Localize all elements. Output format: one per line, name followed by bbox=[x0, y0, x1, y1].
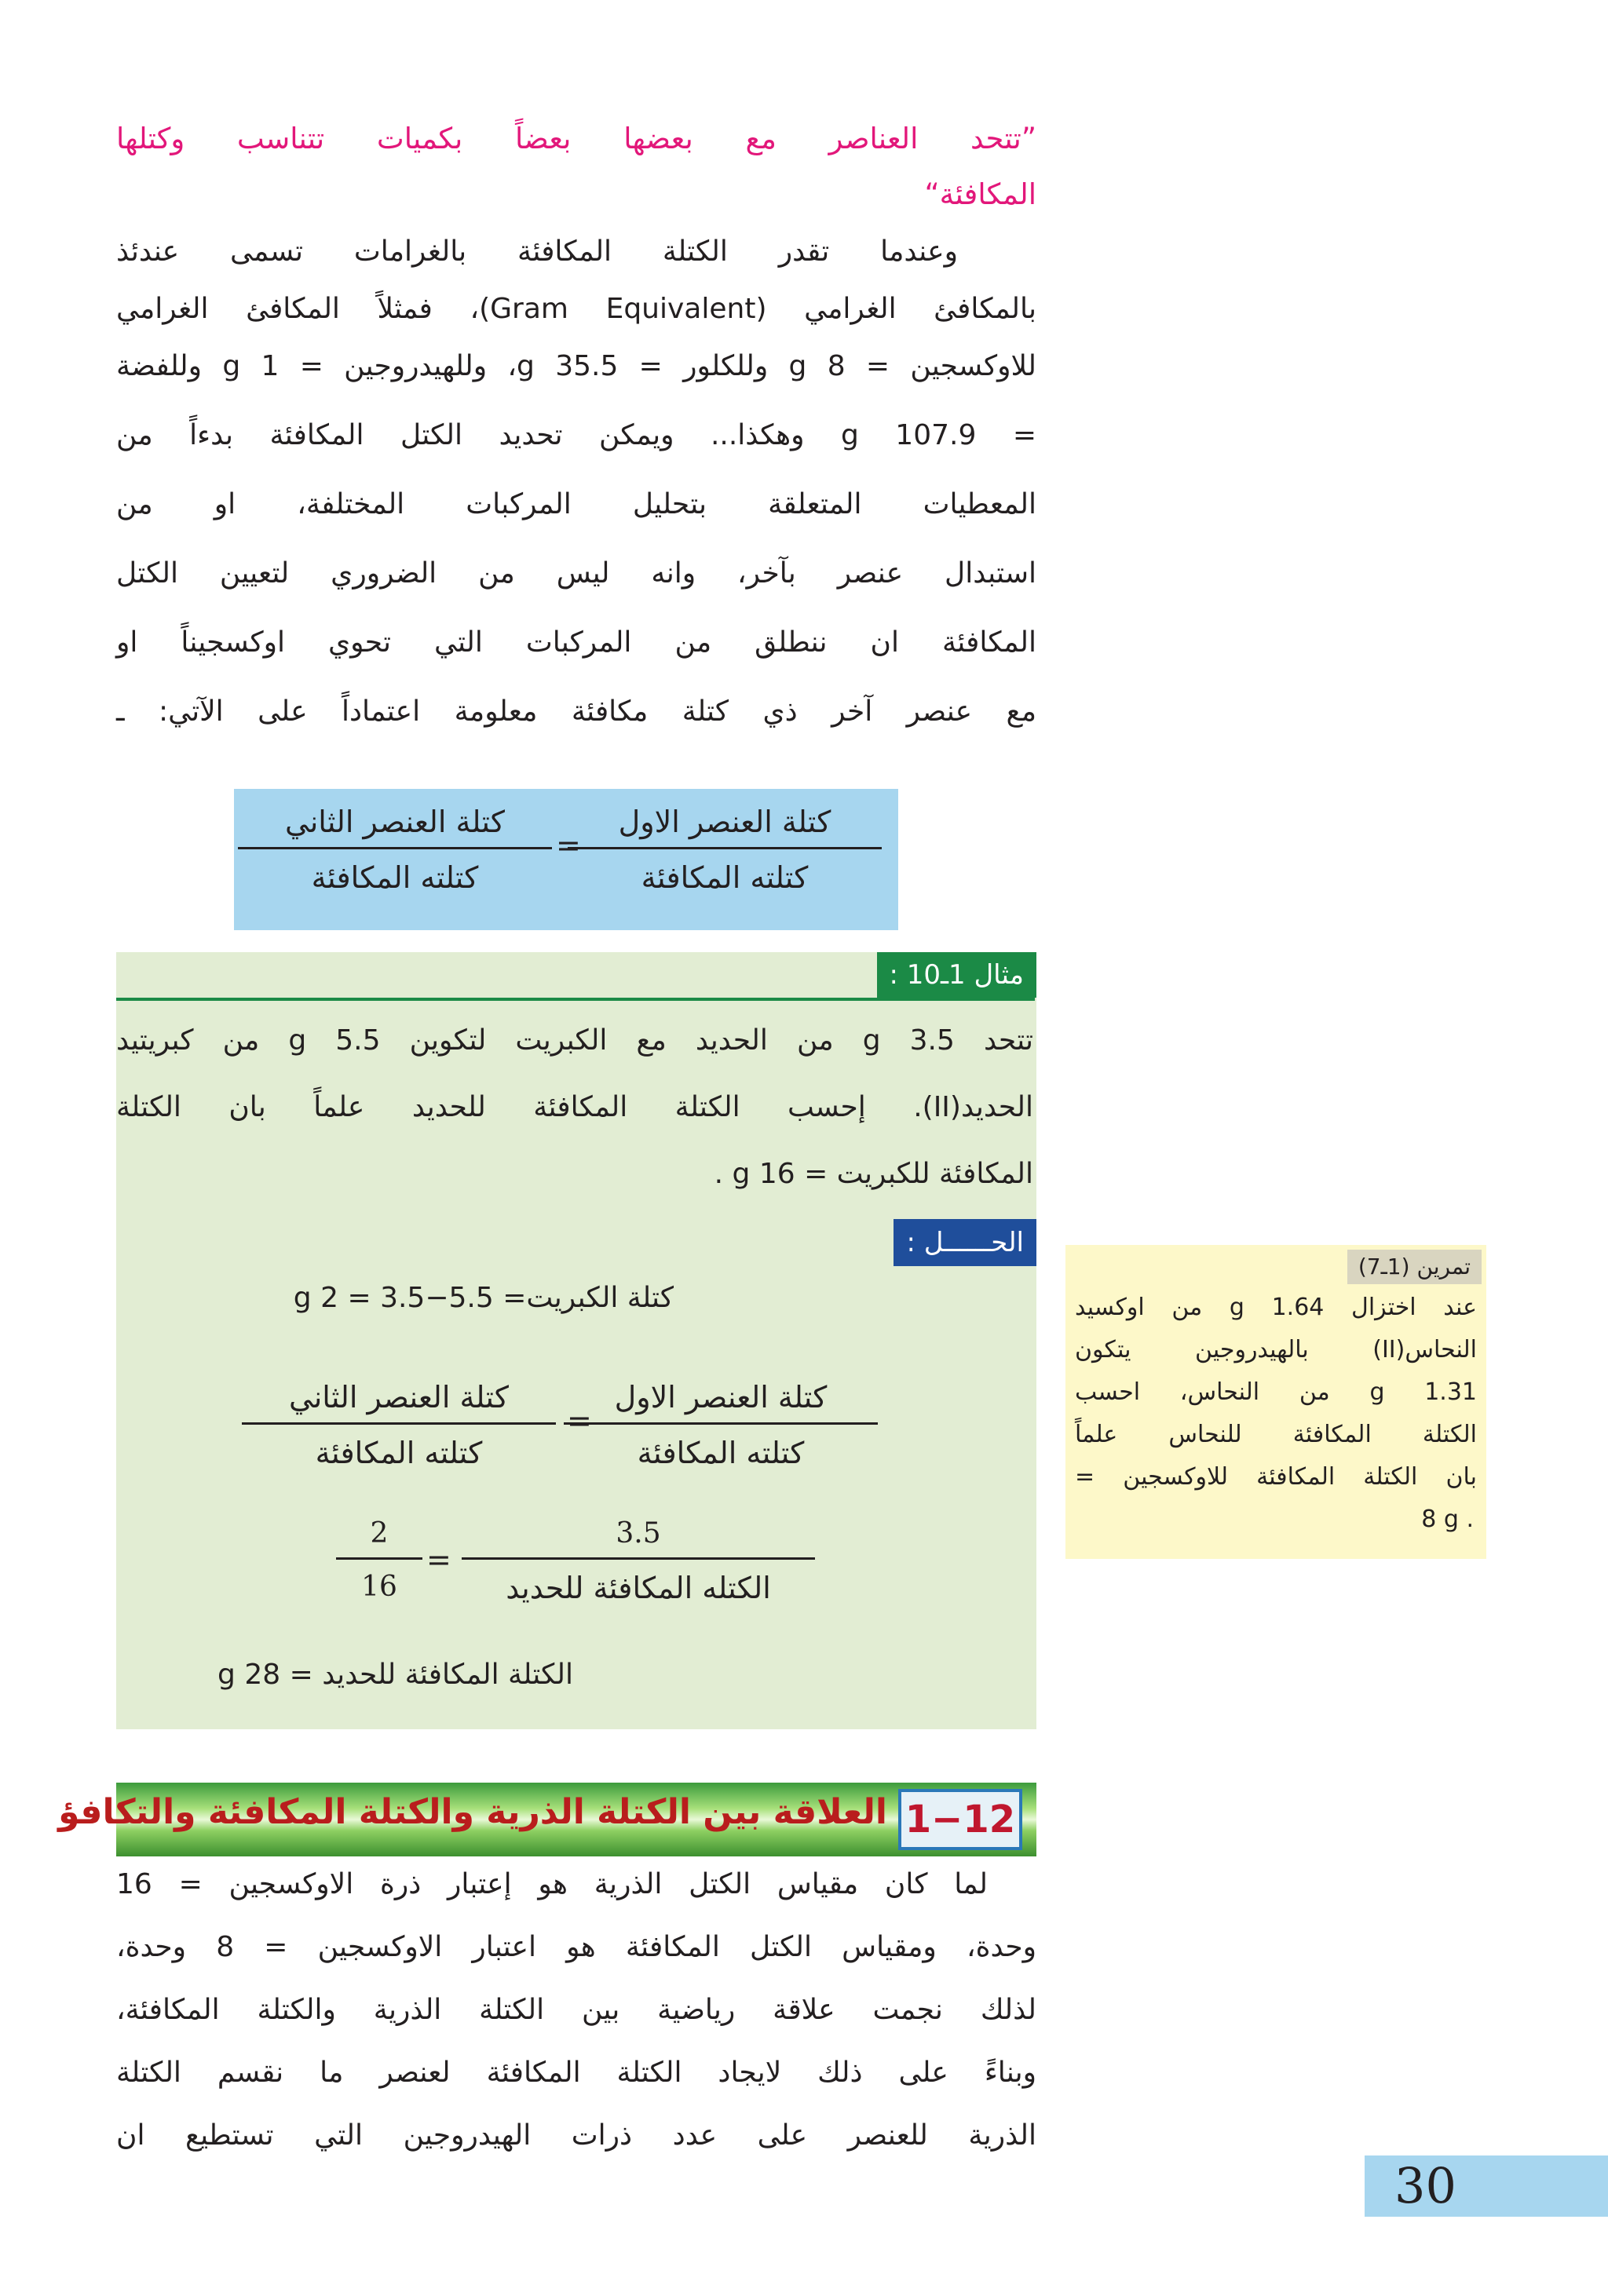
intro-line-5: المعطيات المتعلقة بتحليل المركبات المختلفة، او من bbox=[116, 488, 1036, 520]
solution-left-fraction bbox=[564, 1380, 878, 1470]
formula-left-fraction bbox=[568, 805, 882, 895]
page-number: 30 bbox=[1394, 2157, 1456, 2214]
section-line-2: وحدة، ومقياس الكتل المكافئة هو اعتبار الاوكسجين = 8 وحدة، bbox=[116, 1931, 1036, 1963]
intro-line-2: بالمكافئ الغرامي (Gram Equivalent)، فمثلاً المكافئ الغرامي bbox=[116, 293, 1036, 325]
intro-line-4: = 107.9 g وهكذا... ويمكن تحديد الكتل المكافئة بدءاً من bbox=[116, 419, 1037, 451]
solution-right-fraction bbox=[242, 1380, 556, 1470]
intro-line-1: وعندما تقدر الكتلة المكافئة بالغرامات تسمى عندئذ bbox=[116, 235, 958, 268]
section-line-3: لذلك نجمت علاقة رياضية بين الكتلة الذرية والكتلة المكافئة، bbox=[116, 1994, 1036, 2026]
example-problem-line-1: تتحد 3.5 g من الحديد مع الكبريت لتكوين 5.5 g من كبريتيد bbox=[116, 1024, 1033, 1057]
intro-line-3: للاوكسجين = 8 g وللكلور = 35.5 g، وللهيدروجين = 1 g وللفضة bbox=[116, 350, 1036, 382]
page-number-box bbox=[1365, 2155, 1608, 2217]
intro-line-7: المكافئة ان ننطلق من المركبات التي تحوي اوكسجيناً او bbox=[116, 626, 1036, 659]
formula-equals: = bbox=[556, 828, 581, 863]
solution-left-numerator: كتلة العنصر الاول bbox=[564, 1380, 878, 1425]
example-problem-line-3: المكافئة للكبريت = 16 g . bbox=[714, 1158, 1033, 1190]
exercise-line-4: الكتلة المكافئة للنحاس علماً bbox=[1075, 1421, 1477, 1448]
section-number: 1−12 bbox=[898, 1789, 1022, 1850]
solution-ratio-fraction bbox=[336, 1517, 422, 1603]
intro-line-6: استبدال عنصر بآخر، وانه ليس من الضروري لتعيين الكتل bbox=[116, 557, 1036, 590]
example-divider bbox=[116, 998, 1035, 1001]
formula-right-denominator: كتلته المكافئة bbox=[311, 860, 479, 895]
solution-tag: الحــــــل : bbox=[894, 1219, 1036, 1266]
section-line-5: الذرية للعنصر على عدد ذرات الهيدروجين التي تستطيع ان bbox=[116, 2119, 1036, 2152]
example-problem-line-2: الحديد(II). إحسب الكتلة المكافئة للحديد علماً بان الكتلة bbox=[116, 1091, 1033, 1123]
intro-line-8: مع عنصر آخر ذي كتلة مكافئة معلومة اعتماداً على الآتي: ـ bbox=[116, 695, 1036, 728]
solution-ratio-denominator: 16 bbox=[361, 1571, 397, 1603]
exercise-note bbox=[1065, 1245, 1486, 1559]
section-title: العلاقة بين الكتلة الذرية والكتلة المكافئة والتكافؤ bbox=[58, 1792, 887, 1832]
solution-iron-equals: = bbox=[426, 1542, 451, 1577]
solution-iron-fraction bbox=[462, 1517, 815, 1605]
exercise-tag: تمرين (1ـ7) bbox=[1347, 1250, 1482, 1284]
exercise-line-6: 8 g . bbox=[1421, 1506, 1474, 1533]
intro-quote-line-1: ”تتحد العناصر مع بعضها بعضاً بكميات تتناسب وكتلها bbox=[116, 122, 1036, 155]
solution-iron-numerator: 3.5 bbox=[462, 1517, 815, 1560]
formula-left-denominator: كتلته المكافئة bbox=[641, 860, 809, 895]
exercise-line-2: النحاس(II) بالهيدروجين يتكون bbox=[1075, 1336, 1477, 1363]
formula-left-numerator: كتلة العنصر الاول bbox=[568, 805, 882, 849]
solution-equals: = bbox=[567, 1404, 592, 1438]
section-header bbox=[58, 1783, 1036, 1856]
formula-right-numerator: كتلة العنصر الثاني bbox=[238, 805, 552, 849]
formula-right-fraction bbox=[238, 805, 552, 895]
intro-quote-line-2: المكافئة“ bbox=[924, 177, 1036, 211]
example-box bbox=[116, 952, 1036, 1729]
solution-left-denominator: كتلته المكافئة bbox=[637, 1436, 805, 1470]
section-line-1: لما كان مقياس الكتل الذرية هو إعتبار ذرة الاوكسجين = 16 bbox=[116, 1868, 988, 1900]
formula-box bbox=[234, 789, 898, 930]
solution-right-numerator: كتلة العنصر الثاني bbox=[242, 1380, 556, 1425]
section-line-4: وبناءً على ذلك لايجاد الكتلة المكافئة لعنصر ما نقسم الكتلة bbox=[116, 2057, 1036, 2089]
solution-iron-denominator: الكتله المكافئة للحديد bbox=[506, 1571, 771, 1605]
exercise-line-3: 1.31 g من النحاس، احسب bbox=[1075, 1378, 1477, 1406]
example-tag: مثال 1ـ10 : bbox=[877, 952, 1036, 998]
solution-result: الكتلة المكافئة للحديد = 28 g bbox=[217, 1659, 573, 1691]
exercise-line-5: بان الكتلة المكافئة للاوكسجين = bbox=[1075, 1463, 1477, 1491]
exercise-line-1: عند اختزال 1.64 g من اوكسيد bbox=[1075, 1294, 1477, 1321]
solution-step-1: كتلة الكبريت= 5.5−3.5 = 2 g bbox=[293, 1282, 674, 1314]
solution-ratio-numerator: 2 bbox=[336, 1517, 422, 1560]
solution-right-denominator: كتلته المكافئة bbox=[315, 1436, 483, 1470]
